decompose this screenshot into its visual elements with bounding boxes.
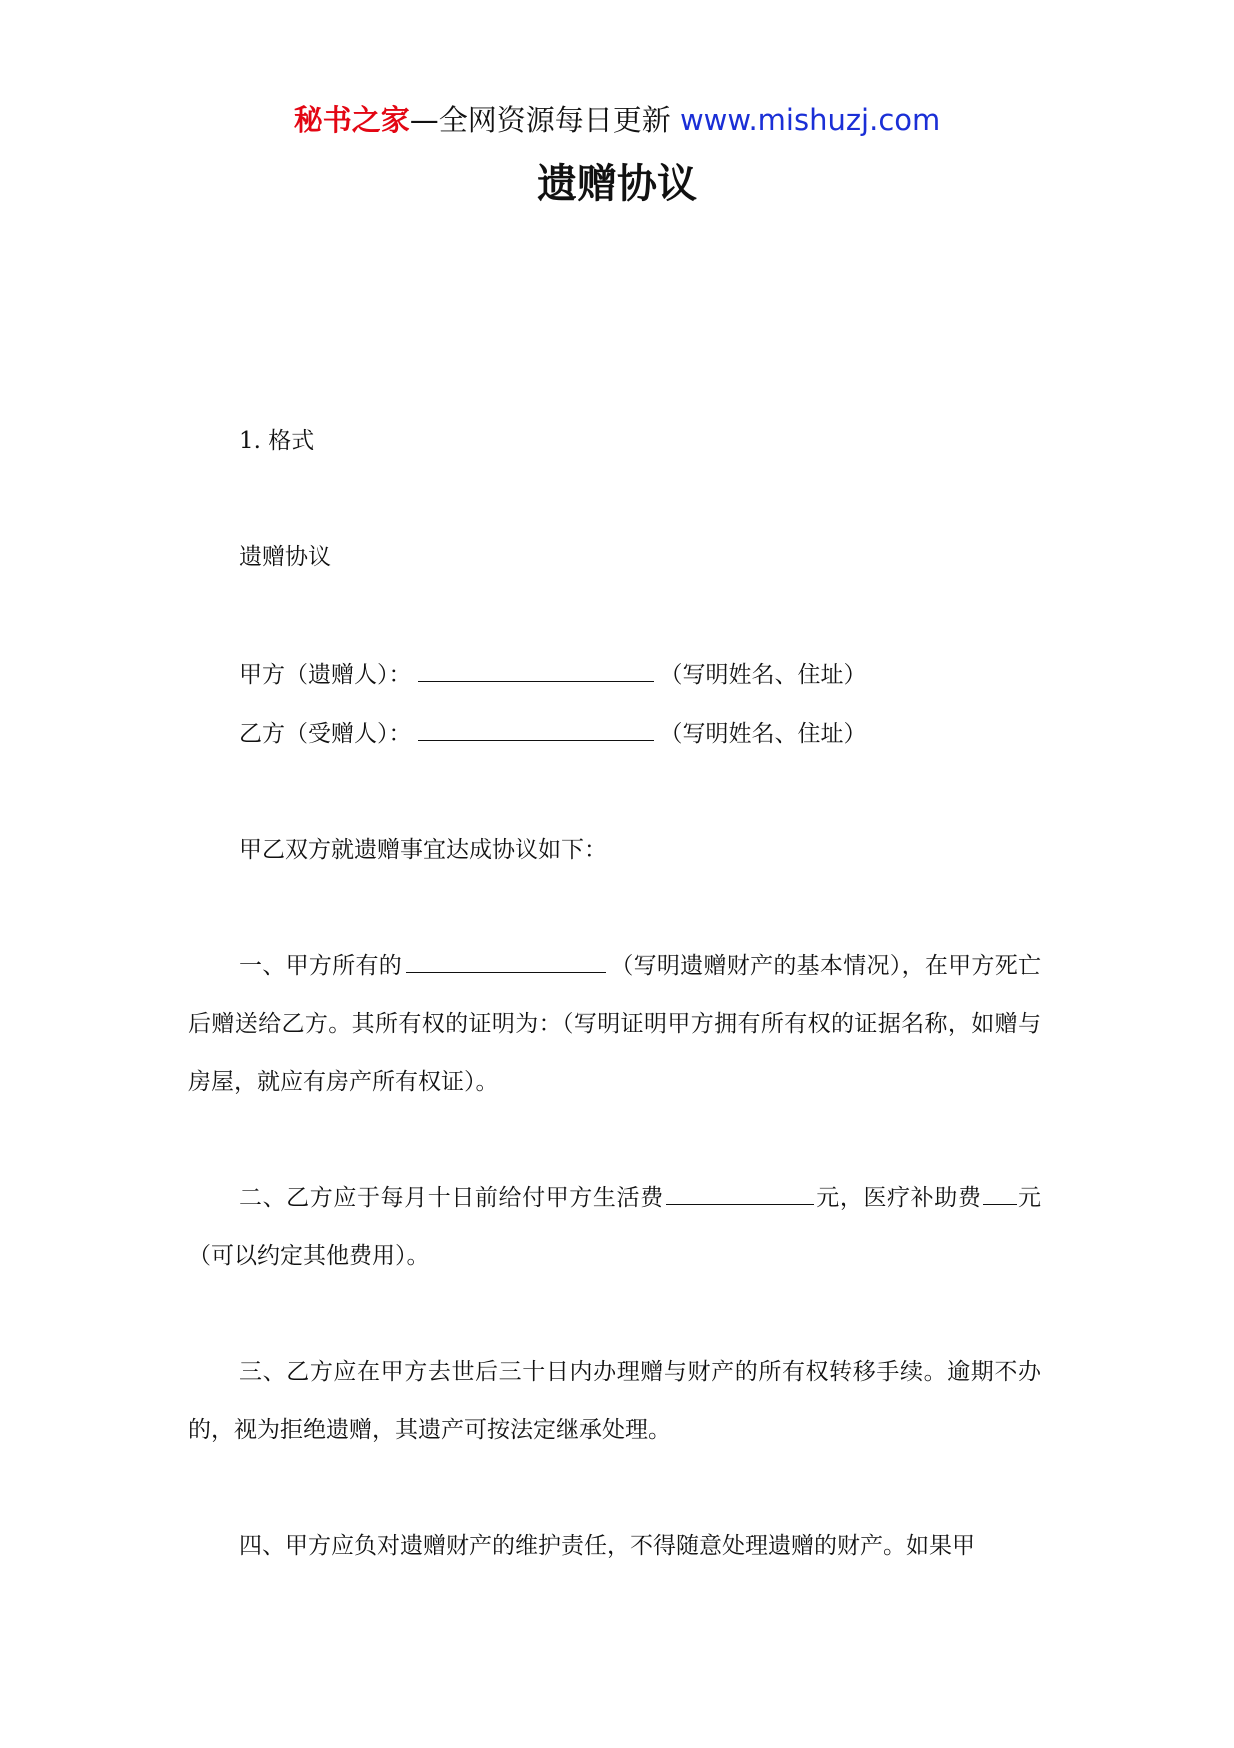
party-b-blank <box>418 718 654 741</box>
party-b-note: （写明姓名、住址） <box>659 721 867 747</box>
clause-2-before: 二、乙方应于每月十日前给付甲方生活费 <box>239 1185 664 1211</box>
clause-2-living-blank <box>666 1182 814 1205</box>
banner-slogan: —全网资源每日更新 <box>409 103 680 137</box>
clause-2-middle: 元，医疗补助费 <box>815 1185 982 1211</box>
clause-2 <box>188 1169 1041 1285</box>
banner-url: www.mishuzj.com <box>679 103 941 137</box>
party-a-line <box>188 646 1041 704</box>
clause-2-after: 元（可以约定其他费用）。 <box>188 1185 1042 1269</box>
party-a-blank <box>418 659 654 682</box>
clause-1-after: （写明遗赠财产的基本情况），在甲方死亡后赠送给乙方。其所有权的证明为：（写明证明甲方拥有所有权的证据名称，如赠与房屋，就应有房产所有权证）。 <box>188 953 1042 1095</box>
clause-2-medical-blank <box>983 1182 1017 1205</box>
party-a-label: 甲方（遗赠人）： <box>239 662 412 688</box>
party-a-note: （写明姓名、住址） <box>659 662 867 688</box>
section-label: 1. 格式 <box>239 428 315 454</box>
clause-1-before: 一、甲方所有的 <box>239 953 403 979</box>
clause-3: 三、乙方应在甲方去世后三十日内办理赠与财产的所有权转移手续。逾期不办的，视为拒绝遗赠，其遗产可按法定继承处理。 <box>188 1359 1041 1443</box>
clause-1-property-blank <box>406 950 606 973</box>
party-b-label: 乙方（受赠人）： <box>239 721 412 747</box>
clause-1 <box>188 937 1041 1111</box>
banner-brand: 秘书之家 <box>293 103 410 137</box>
site-banner <box>0 100 1234 140</box>
intro-line: 甲乙双方就遗赠事宜达成协议如下： <box>239 837 607 863</box>
agreement-subtitle: 遗赠协议 <box>239 544 331 570</box>
document-title: 遗赠协议 <box>537 161 697 207</box>
clause-4: 四、甲方应负对遗赠财产的维护责任，不得随意处理遗赠的财产。如果甲 <box>239 1533 975 1559</box>
party-b-line <box>188 705 1041 763</box>
